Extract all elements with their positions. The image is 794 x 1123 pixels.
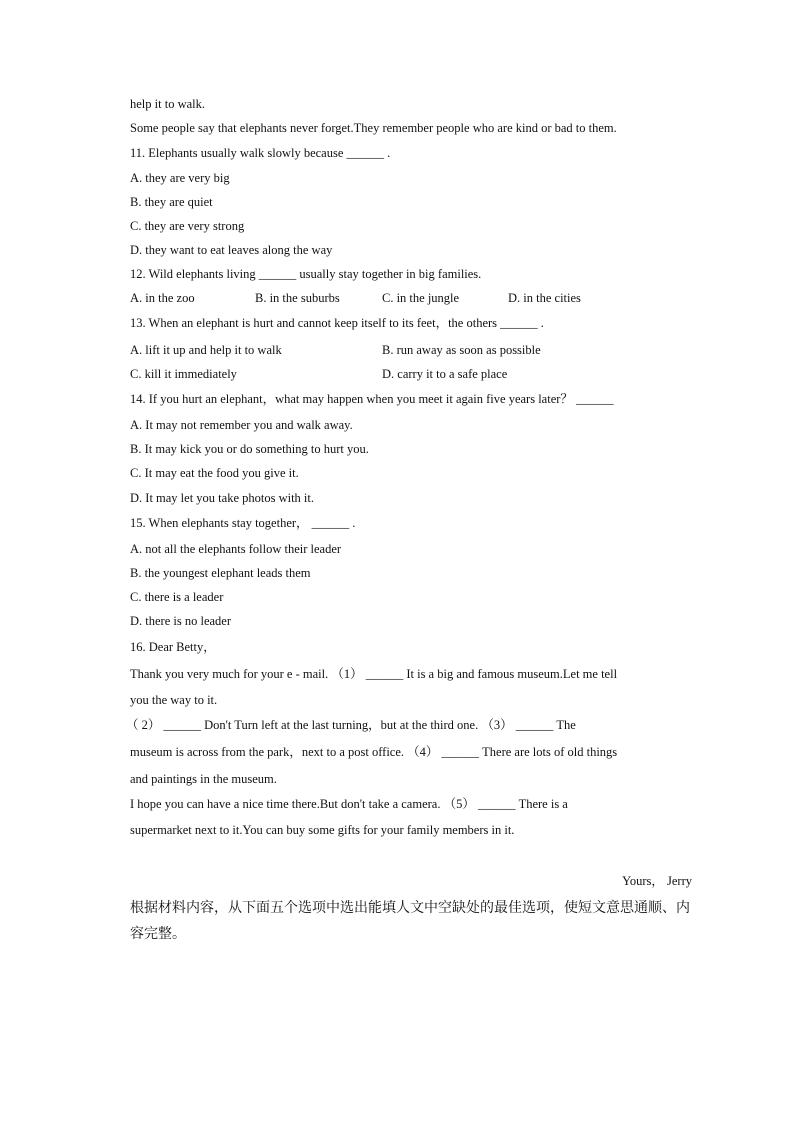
option-a: A. lift it up and help it to walk — [130, 343, 282, 357]
question-stem: 12. Wild elephants living ______ usually stay together in big families. — [130, 267, 482, 281]
option-a: A. not all the elephants follow their leader — [130, 542, 342, 556]
option-b: B. in the suburbs — [255, 291, 340, 305]
letter-line-1: Thank you very much for your e - mail. （1） ______ It is a big and famous museum.Let me tell — [130, 667, 618, 681]
option-a: A. It may not remember you and walk away. — [130, 418, 353, 432]
option-c: C. It may eat the food you give it. — [130, 466, 299, 480]
option-a: A. they are very big — [130, 171, 230, 185]
option-c: C. they are very strong — [130, 219, 245, 233]
option-c: C. kill it immediately — [130, 367, 237, 381]
chinese-instruction: 根据材料内容，从下面五个选项中选出能填人文中空缺处的最佳选项，使短文意思通顺、内容完整。 — [130, 900, 690, 942]
option-d: D. in the cities — [508, 291, 581, 305]
letter-line-3: （ 2） ______ Don't Turn left at the last turning，but at the third one. （3） ______ The — [126, 718, 576, 732]
question-stem: 11. Elephants usually walk slowly because ______ . — [130, 146, 391, 160]
option-b: B. they are quiet — [130, 195, 213, 209]
letter-line-4: museum is across from the park，next to a post office. （4） ______ There are lots of old things — [130, 745, 618, 759]
question-stem: 16. Dear Betty， — [130, 640, 216, 654]
question-stem: 13. When an elephant is hurt and cannot keep itself to its feet，the others ______ . — [130, 316, 544, 330]
question-stem: 15. When elephants stay together， ______ . — [130, 516, 356, 530]
option-b: B. the youngest elephant leads them — [130, 566, 311, 580]
letter-line-2: you the way to it. — [130, 693, 218, 707]
option-b: B. run away as soon as possible — [382, 343, 541, 357]
letter-line-7: supermarket next to it.You can buy some gifts for your family members in it. — [130, 823, 515, 837]
question-stem: 14. If you hurt an elephant，what may happen when you meet it again five years later？ ______ — [130, 392, 614, 406]
option-b: B. It may kick you or do something to hurt you. — [130, 442, 369, 456]
option-c: C. there is a leader — [130, 590, 224, 604]
option-d: D. carry it to a safe place — [382, 367, 508, 381]
letter-line-6: I hope you can have a nice time there.But don't take a camera. （5） ______ There is a — [130, 797, 568, 811]
passage-line-1: help it to walk. — [130, 97, 205, 111]
option-d: D. there is no leader — [130, 614, 232, 628]
option-d: D. It may let you take photos with it. — [130, 491, 315, 505]
passage-line-2: Some people say that elephants never forget.They remember people who are kind or bad to them. — [130, 121, 617, 135]
option-a: A. in the zoo — [130, 291, 195, 305]
option-c: C. in the jungle — [382, 291, 460, 305]
option-d: D. they want to eat leaves along the way — [130, 243, 333, 257]
letter-line-5: and paintings in the museum. — [130, 772, 277, 786]
letter-signoff: Yours， Jerry — [622, 874, 692, 888]
